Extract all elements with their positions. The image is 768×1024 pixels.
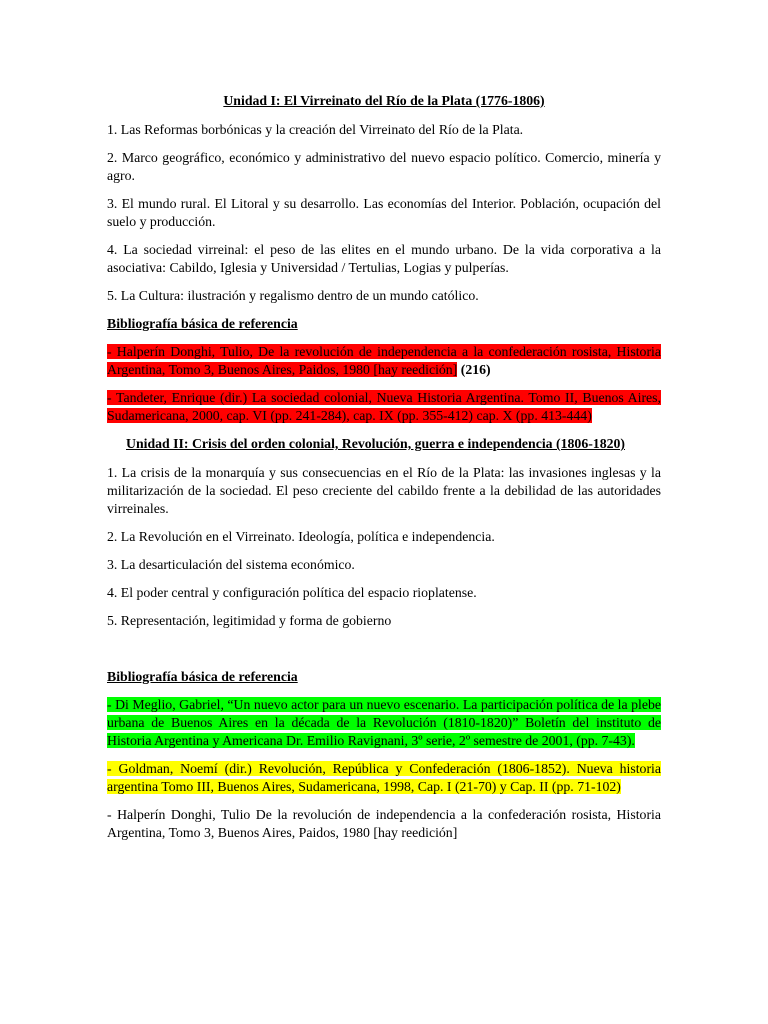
unit2-item-1: 1. La crisis de la monarquía y sus consecuencias en el Río de la Plata: las invasiones inglesas y la militarización de la sociedad. El peso creciente del cabildo frente a la debilidad de las autoridades virreinales. [107, 465, 661, 516]
unit2-bibliography-heading: Bibliografía básica de referencia [107, 669, 298, 684]
unit2-item-2: 2. La Revolución en el Virreinato. Ideología, política e independencia. [107, 529, 495, 544]
unit1-item-5: 5. La Cultura: ilustración y regalismo dentro de un mundo católico. [107, 288, 479, 303]
unit2-title: Unidad II: Crisis del orden colonial, Revolución, guerra e independencia (1806-1820) [126, 436, 625, 451]
unit2-reference-1 [107, 696, 661, 750]
unit2-reference-3: - Halperín Donghi, Tulio De la revolución de independencia a la confederación rosista, Historia Argentina, Tomo 3, Buenos Aires, Paidos, 1980 [hay reedición] [107, 807, 661, 840]
unit1-reference-1 [107, 343, 661, 379]
unit1-reference-2 [107, 389, 661, 425]
unit1-reference-1-text: - Halperín Donghi, Tulio, De la revolución de independencia a la confederación rosista, Historia Argentina, Tomo 3, Buenos Aires, Paidos, 1980 [hay reedición] [107, 344, 661, 377]
unit2-reference-1-text: - Di Meglio, Gabriel, “Un nuevo actor para un nuevo escenario. La participación política de la plebe urbana de Buenos Aires en la década de la Revolución (1810-1820)” Boletín del instituto de Historia Argentina y Americana Dr. Emilio Ravignani, 3º serie, 2º semestre de 2001, (pp. 7-43). [107, 697, 661, 748]
unit2-item-3: 3. La desarticulación del sistema económico. [107, 557, 355, 572]
unit1-item-2: 2. Marco geográfico, económico y administrativo del nuevo espacio político. Comercio, minería y agro. [107, 150, 661, 183]
unit1-reference-2-text: - Tandeter, Enrique (dir.) La sociedad colonial, Nueva Historia Argentina. Tomo II, Buenos Aires, Sudamericana, 2000, cap. VI (pp. 241-284), cap. IX (pp. 355-412) cap. X (pp. 413-444) [107, 390, 661, 423]
unit1-item-1: 1. Las Reformas borbónicas y la creación del Virreinato del Río de la Plata. [107, 122, 524, 137]
unit1-item-4: 4. La sociedad virreinal: el peso de las elites en el mundo urbano. De la vida corporativa a la asociativa: Cabildo, Iglesia y Universidad / Tertulias, Logias y pulperías. [107, 242, 661, 275]
unit1-reference-1-tag: (216) [460, 362, 491, 377]
unit1-title: Unidad I: El Virreinato del Río de la Plata (1776-1806) [223, 93, 545, 108]
section-spacer [107, 640, 661, 668]
unit1-item-3: 3. El mundo rural. El Litoral y su desarrollo. Las economías del Interior. Población, ocupación del suelo y producción. [107, 196, 661, 229]
unit1-bibliography-heading: Bibliografía básica de referencia [107, 316, 298, 331]
unit2-reference-2-text: - Goldman, Noemí (dir.) Revolución, República y Confederación (1806-1852). Nueva historia argentina Tomo III, Buenos Aires, Sudamericana, 1998, Cap. I (21-70) y Cap. II (pp. 71-102) [107, 761, 661, 794]
unit2-item-4: 4. El poder central y configuración política del espacio rioplatense. [107, 585, 477, 600]
unit2-item-5: 5. Representación, legitimidad y forma de gobierno [107, 613, 392, 628]
unit2-reference-2 [107, 760, 661, 796]
